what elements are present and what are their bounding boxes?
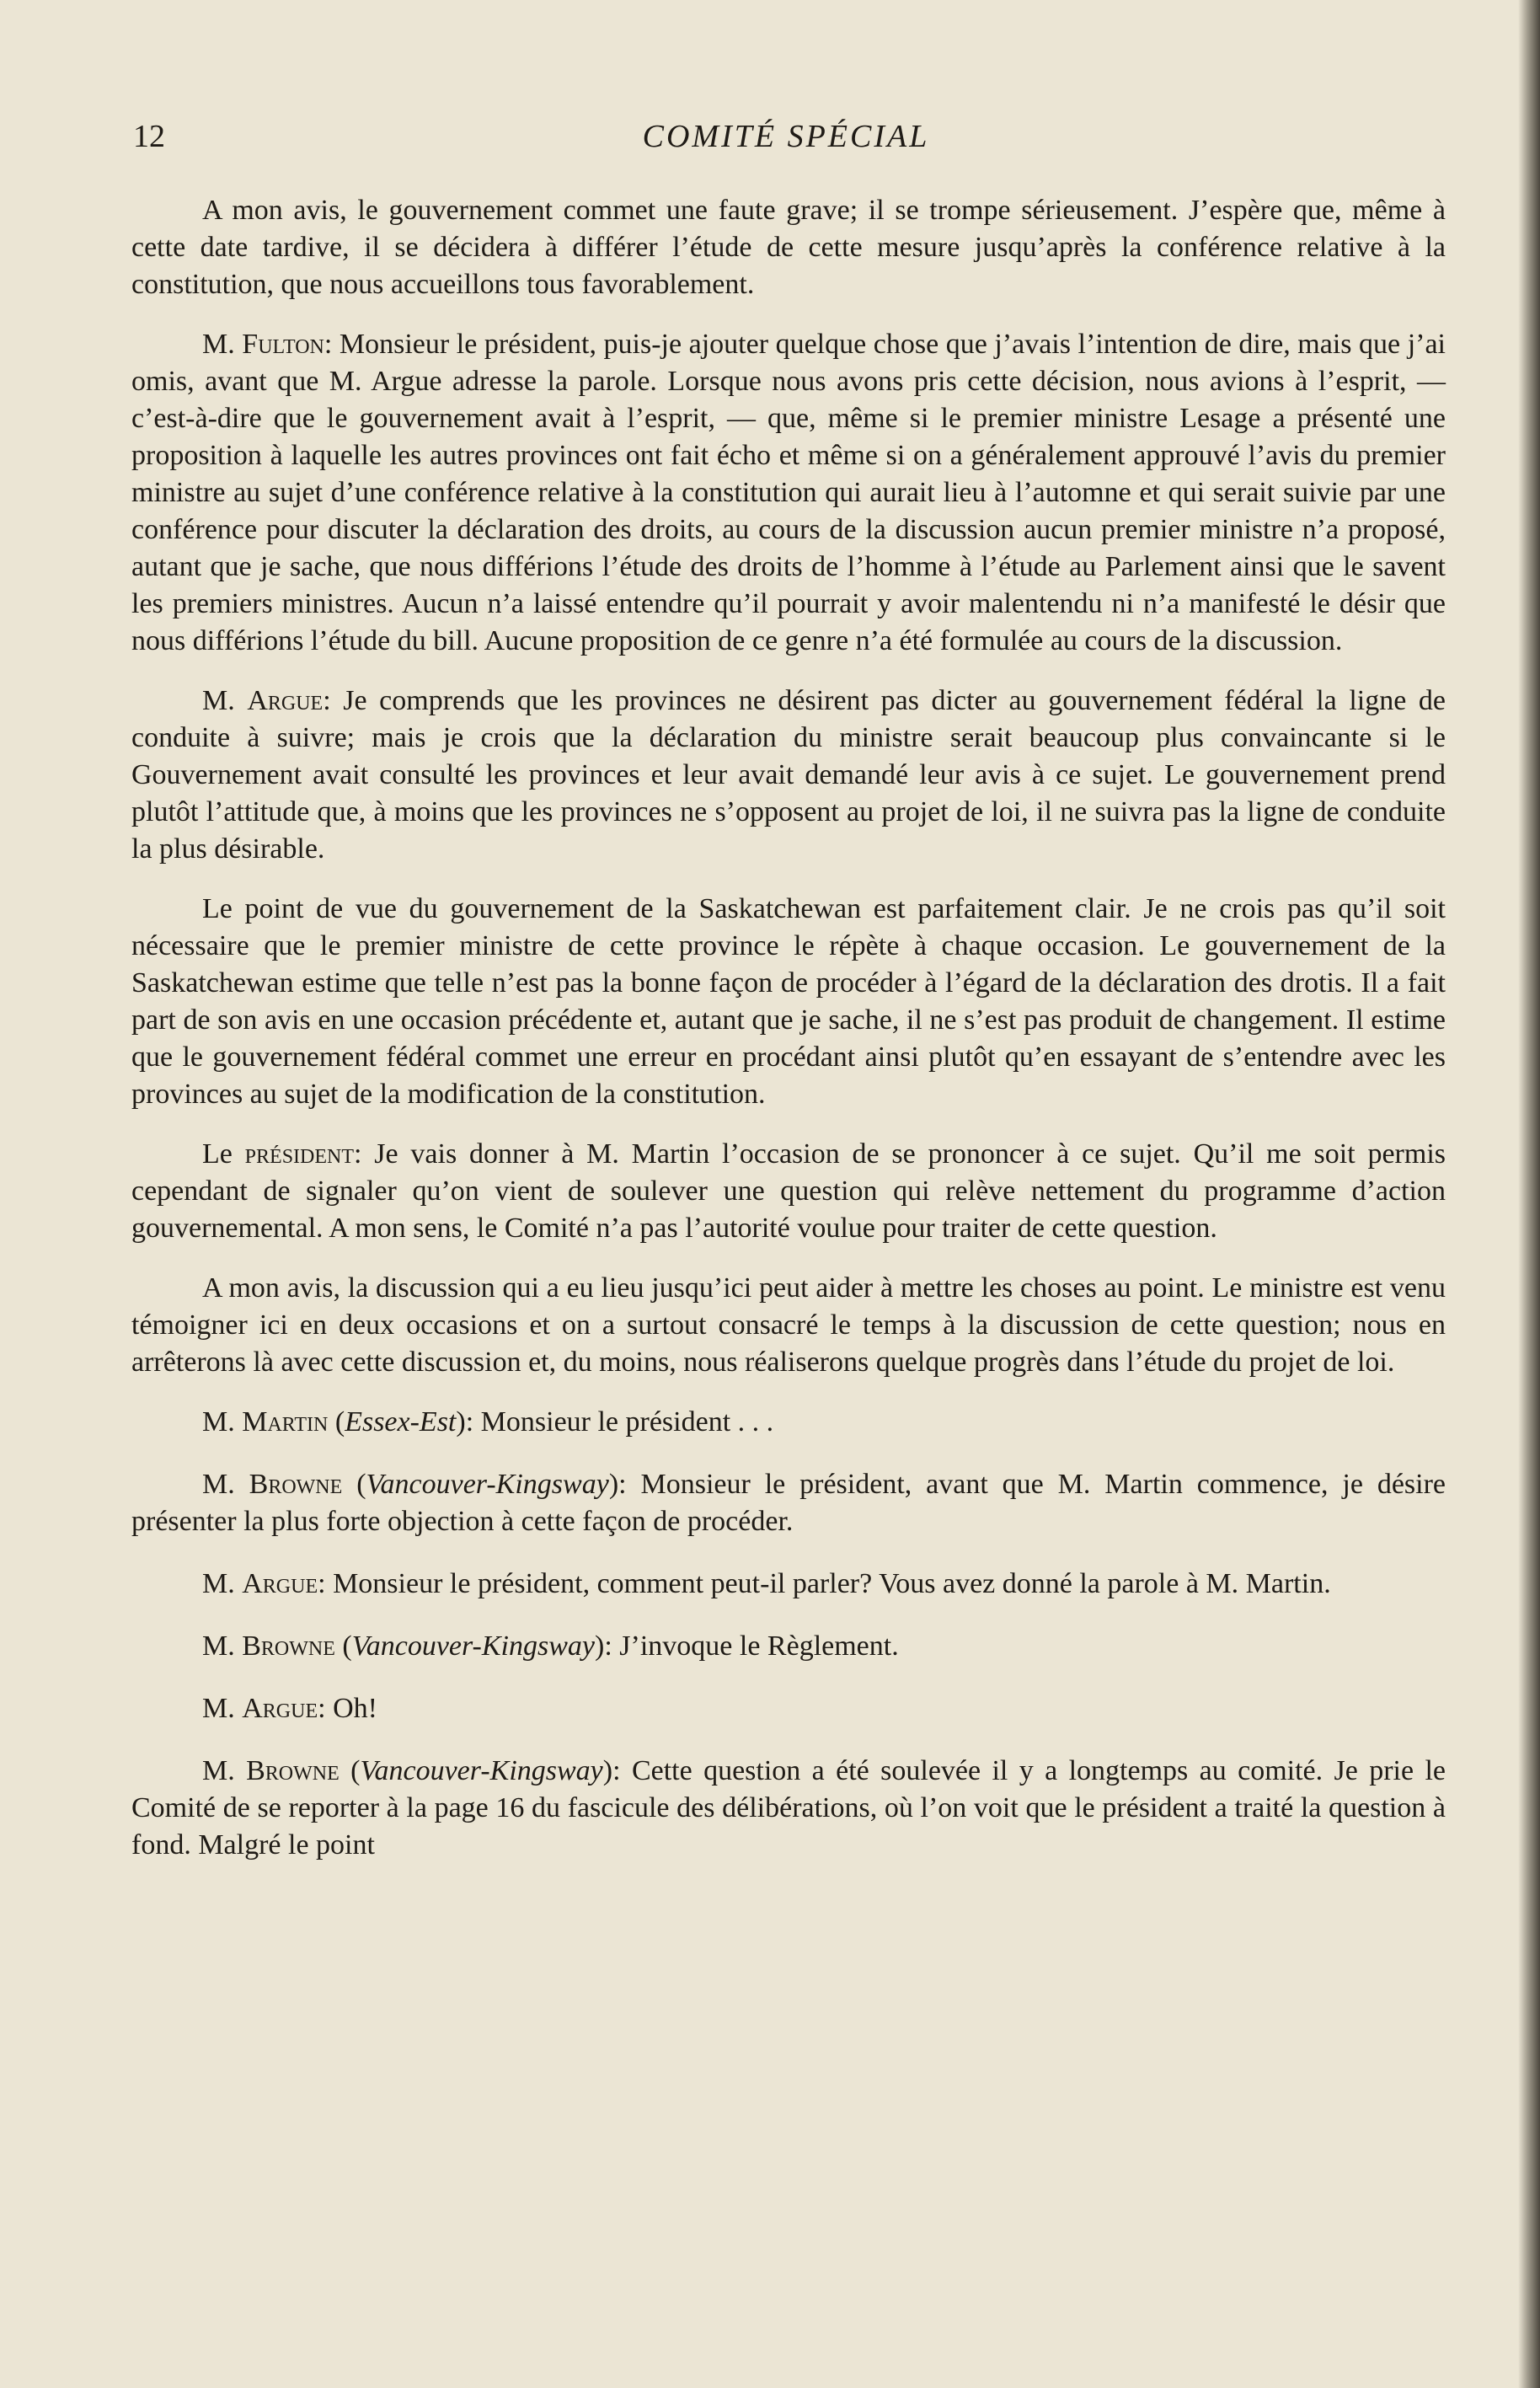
speaker-separator: : [354, 1138, 375, 1170]
paragraph-text: A mon avis, le gouvernement commet une faute grave; il se trompe sérieusement. J’espère que, même à cette date tardive, il se décidera à différer l’étude de cette mesure jusqu’après la conférence relative à la constitution, que nous accueillons tous favorablement. [131, 195, 1446, 300]
speaker-name: Browne [242, 1630, 335, 1662]
speech-text: Cette question a été soulevée il y a longtemps au comité. Je prie le Comité de se reporter à la page 16 du fascicule des délibérations, où l’on voit que le président a traité la question à fond. Malgré le point [131, 1755, 1446, 1861]
page-header [133, 118, 1439, 160]
paragraph-text: A mon avis, la discussion qui a eu lieu jusqu’ici peut aider à mettre les choses au point. Le ministre est venu témoigner ici en deux occasions et on a surtout consacré le temps à la discussion de cette question; nous en arrêterons là avec cette discussion et, du moins, nous réaliserons quelque progrès dans l’étude du projet de loi. [131, 1272, 1446, 1378]
speaker-name: président [244, 1138, 355, 1170]
speech-argue [131, 1566, 1446, 1603]
speech-text: Monsieur le président, puis-je ajouter quelque chose que j’avais l’intention de dire, mais que j’ai omis, avant que M. Argue adresse la parole. Lorsque nous avons pris cette décision, nous avions à l’esprit, — c’est-à-dire que le gouvernement avait à l’esprit, — que, même si le premier ministre Lesage a présenté une proposition à laquelle les autres provinces ont fait écho et même si on a généralement approuvé l’avis du premier ministre au sujet d’une conférence relative à la constitution qui aurait lieu à l’automne et qui serait suivie par une conférence pour discuter la déclaration des droits, au cours de la discussion aucun premier ministre n’a proposé, autant que je sache, que nous différions l’étude des droits de l’homme à l’étude au Parlement ainsi que le savent les premiers ministres. Aucun n’a laissé entendre qu’il pourrait y avoir malentendu ni n’a manifesté le désir que nous différions l’étude du bill. Aucune proposition de ce genre n’a été formulée au cours de la discussion. [131, 329, 1446, 656]
paragraph-text: Le point de vue du gouvernement de la Saskatchewan est parfaitement clair. Je ne crois pas qu’il soit nécessaire que le premier ministre de cette province le répète à chaque occasion. Le gouvernement de la Saskatchewan estime que telle n’est pas la bonne façon de procéder à l’égard de la déclaration des drotis. Il a fait part de son avis en une occasion précédente et, autant que je sache, il ne s’est pas produit de changement. Il estime que le gouvernement fédéral commet une erreur en procédant ainsi plutôt qu’en essayant de s’entendre avec les provinces au sujet de la modification de la constitution. [131, 893, 1446, 1110]
page-number: 12 [133, 119, 165, 154]
speaker-separator: : [612, 1755, 632, 1786]
speaker-name: Argue [242, 1693, 318, 1724]
speaker-name: Browne [246, 1755, 340, 1786]
speech-text: Monsieur le président, comment peut-il parler? Vous avez donné la parole à M. Martin. [333, 1568, 1331, 1599]
speaker-name: Martin [242, 1406, 329, 1438]
speaker-separator: : [318, 1693, 334, 1724]
speech-text: Monsieur le président . . . [480, 1406, 774, 1438]
speaker-riding: Vancouver-Kingsway [366, 1469, 609, 1500]
paragraph [131, 891, 1446, 1113]
speaker-name: Argue [247, 685, 324, 716]
speech-text: Monsieur le président, avant que M. Martin commence, je désire présenter la plus forte objection à cette façon de procéder. [131, 1469, 1446, 1537]
speaker-prefix: M. [202, 1568, 243, 1599]
speaker-riding: Essex-Est [345, 1406, 457, 1438]
speaker-separator: : [324, 329, 340, 360]
speaker-riding: Vancouver-Kingsway [360, 1755, 603, 1786]
speaker-separator: : [604, 1630, 620, 1662]
paragraph [131, 192, 1446, 303]
speech-text: Je comprends que les provinces ne désirent pas dicter au gouvernement fédéral la ligne de conduite à suivre; mais je crois que la déclaration du ministre serait beaucoup plus convaincante si le Gouvernement avait consulté les provinces et leur avait demandé leur avis à ce sujet. Le gouvernement prend plutôt l’attitude que, à moins que les provinces ne s’opposent au projet de loi, il ne suivra pas la ligne de conduite la plus désirable. [131, 685, 1446, 865]
speaker-separator: : [465, 1406, 481, 1438]
body-text [131, 192, 1446, 1887]
speech-argue [131, 1690, 1446, 1727]
speaker-separator: : [318, 1568, 334, 1599]
speaker-name: Argue [242, 1568, 318, 1599]
running-title: COMITÉ SPÉCIAL [642, 119, 930, 154]
speech-text: Je vais donner à M. Martin l’occasion de se prononcer à ce sujet. Qu’il me soit permis cependant de signaler qu’on vient de soulever une question qui relève nettement du programme d’action gouvernemental. A mon sens, le Comité n’a pas l’autorité voulue pour traiter de cette question. [131, 1138, 1446, 1244]
speech-text: J’invoque le Règlement. [619, 1630, 899, 1662]
speech-president [131, 1136, 1446, 1247]
speaker-prefix: M. [202, 329, 243, 360]
speech-browne: M. Browne (Vancouver-Kingsway): Cette question a été soulevée il y a longtemps au comité. Je prie le Comité de se reporter à la page 16 du fascicule des délibérations, où l’on voit que le président a traité la question à fond. Malgré le point [131, 1755, 1446, 1861]
speech-text: Oh! [333, 1693, 377, 1724]
speaker-name: Fulton [242, 329, 324, 360]
speech-martin: M. Martin (Essex-Est): Monsieur le président . . . [202, 1406, 774, 1438]
speech-browne: M. Browne (Vancouver-Kingsway): Monsieur le président, avant que M. Martin commence, je désire présenter la plus forte objection à cette façon de procéder. [131, 1469, 1446, 1537]
speaker-prefix: M. [202, 1693, 243, 1724]
speech-browne: M. Browne (Vancouver-Kingsway): J’invoque le Règlement. [202, 1630, 899, 1662]
speaker-separator: : [323, 685, 344, 716]
speaker-prefix: Le [202, 1138, 245, 1170]
speaker-prefix: M. [202, 685, 248, 716]
paragraph [131, 1270, 1446, 1381]
speaker-prefix: M. [202, 1406, 243, 1438]
speaker-riding: Vancouver-Kingsway [351, 1630, 596, 1662]
speech-argue [131, 683, 1446, 868]
speaker-name: Browne [249, 1469, 343, 1500]
speaker-separator: : [618, 1469, 641, 1500]
speaker-prefix: M. [202, 1630, 243, 1662]
speech-fulton [131, 326, 1446, 660]
speaker-prefix: M. [202, 1469, 249, 1500]
speaker-prefix: M. [202, 1755, 247, 1786]
